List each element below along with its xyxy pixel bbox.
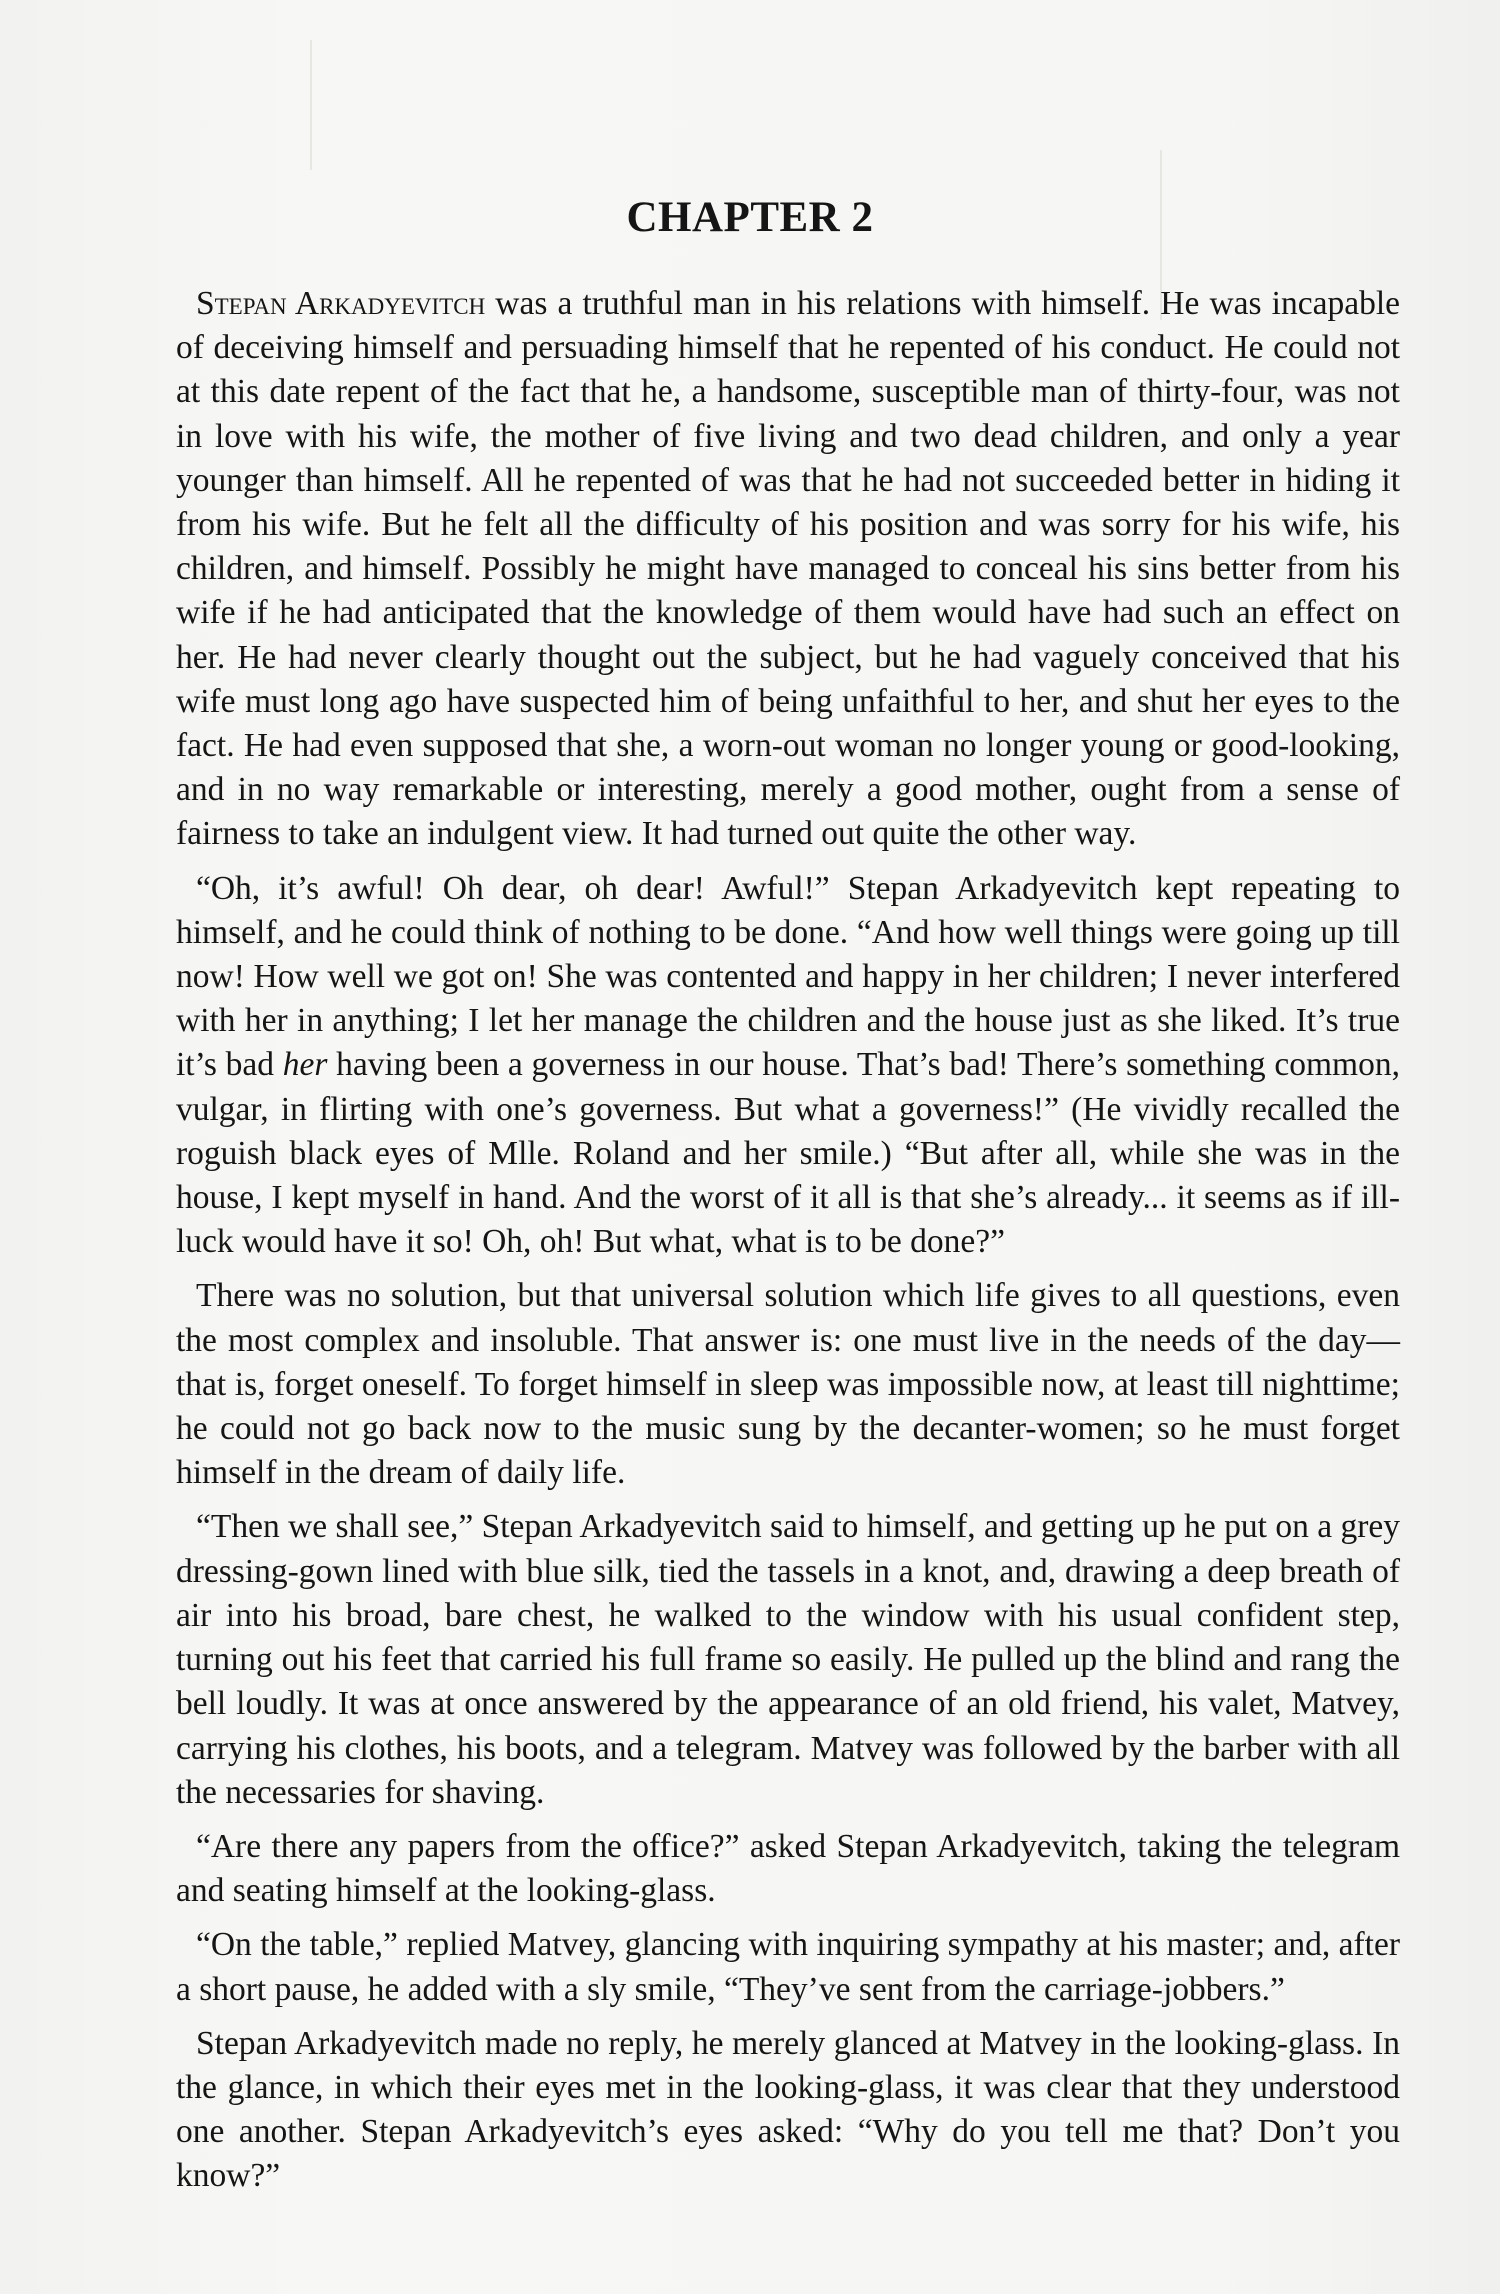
body-text bbox=[176, 282, 1400, 2209]
emphasized-word: her bbox=[282, 1046, 328, 1084]
paragraph-5: “Are there any papers from the office?” asked Stepan Arkadyevitch, taking the telegram and seating himself at the looking-glass. bbox=[176, 1827, 1400, 1910]
chapter-title: CHAPTER 2 bbox=[626, 194, 874, 241]
show-through-mark bbox=[310, 40, 312, 170]
paragraph-text: “Oh, it’s awful! Oh dear, oh dear! Awful!” Stepan Arkadyevitch kept repeating to himself, and he could think of nothing to be done. “And how well things were going up till now! How well we got on! She was contented and happy in her children; I never interfered with her in anything; I let her manage the children and the house just as she liked. It’s true it’s bad bbox=[176, 869, 1400, 1084]
paragraph-4: “Then we shall see,” Stepan Arkadyevitch said to himself, and getting up he put on a grey dressing-gown lined with blue silk, tied the tassels in a knot, and, drawing a deep breath of air into his broad, bare chest, he walked to the window with his usual confident step, turning out his feet that carried his full frame so easily. He pulled up the blind and rang the bell loudly. It was at once answered by the appearance of an old friend, his valet, Matvey, carrying his clothes, his boots, and a telegram. Matvey was followed by the barber with all the necessaries for shaving. bbox=[176, 1508, 1400, 1811]
paragraph-text: was a truthful man in his relations with himself. He was incapable of deceiving himself and persuading himself that he repented of his conduct. He could not at this date repent of the fact that he, a handsome, susceptible man of thirty-four, was not in love with his wife, the mother of five living and two dead children, and only a year younger than himself. All he repented of was that he had not succeeded better in hiding it from his wife. But he felt all the difficulty of his position and was sorry for his wife, his children, and himself. Possibly he might have managed to conceal his sins better from his wife if he had anticipated that the knowledge of them would have had such an effect on her. He had never clearly thought out the subject, but he had vaguely conceived that his wife must long ago have suspected him of being unfaithful to her, and shut her eyes to the fact. He had even supposed that she, a worn-out woman no longer young or good-looking, and in no way remarkable or interesting, merely a good mother, ought from a sense of fairness to take an indulgent view. It had turned out quite the other way. bbox=[176, 285, 1400, 853]
paragraph-lead: Stepan Arkadyevitch bbox=[196, 285, 486, 322]
paragraph-7: Stepan Arkadyevitch made no reply, he merely glanced at Matvey in the looking-glass. In the glance, in which their eyes met in the looking-glass, it was clear that they understood one another. Stepan Arkadyevitch’s eyes asked: “Why do you tell me that? Don’t you know?” bbox=[176, 2024, 1400, 2195]
paragraph-2 bbox=[176, 867, 1400, 1265]
paragraph-1 bbox=[176, 282, 1400, 857]
paragraph-3: There was no solution, but that universal solution which life gives to all questions, even the most complex and insoluble. That answer is: one must live in the needs of the day—that is, forget oneself. To forget himself in sleep was impossible now, at least till nighttime; he could not go back now to the music sung by the decanter-women; so he must forget himself in the dream of daily life. bbox=[176, 1277, 1400, 1492]
paragraph-6: “On the table,” replied Matvey, glancing with inquiring sympathy at his master; and, after a short pause, he added with a sly smile, “They’ve sent from the carriage-jobbers.” bbox=[176, 1926, 1400, 2008]
paragraph-text: having been a governess in our house. That’s bad! There’s something common, vulgar, in flirting with one’s governess. But what a governess!” (He vividly recalled the roguish black eyes of Mlle. Roland and her smile.) “But after all, while she was in the house, I kept myself in hand. And the worst of it all is that she’s already... it seems as if ill-luck would have it so! Oh, oh! But what, what is to be done?” bbox=[176, 1046, 1400, 1261]
